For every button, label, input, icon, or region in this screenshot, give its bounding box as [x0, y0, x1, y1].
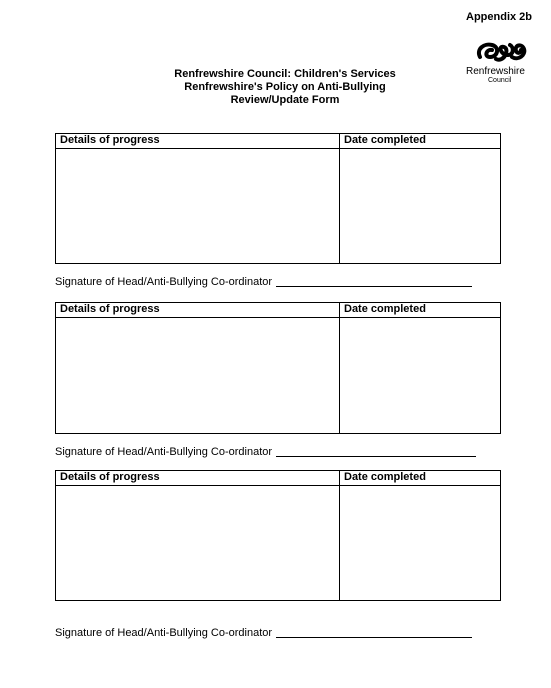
table-body: [56, 486, 500, 600]
progress-table-2: [55, 302, 501, 434]
logo-sub: Council: [488, 77, 512, 84]
signature-label: Signature of Head/Anti-Bullying Co-ordinator: [55, 446, 273, 458]
signature-row-2: [55, 446, 476, 458]
council-logo: [466, 39, 526, 85]
signature-row-3: [55, 627, 472, 639]
form-title: [140, 68, 430, 107]
date-field[interactable]: [340, 149, 500, 263]
title-line-3: Review/Update Form: [230, 94, 340, 106]
title-line-2: Renfrewshire's Policy on Anti-Bullying: [184, 81, 386, 93]
table-header: [56, 471, 500, 486]
signature-label: Signature of Head/Anti-Bullying Co-ordinator: [55, 627, 273, 639]
details-field[interactable]: [56, 318, 340, 433]
details-field[interactable]: [56, 486, 340, 600]
signature-line[interactable]: [276, 455, 476, 457]
signature-line[interactable]: [276, 636, 472, 638]
title-line-1: Renfrewshire Council: Children's Services: [174, 68, 396, 80]
table-header: [56, 303, 500, 318]
appendix-label: Appendix 2b: [466, 11, 533, 23]
table-body: [56, 149, 500, 263]
signature-line[interactable]: [276, 285, 472, 287]
date-header: Date completed: [344, 471, 426, 483]
date-field[interactable]: [340, 486, 500, 600]
date-field[interactable]: [340, 318, 500, 433]
details-header: Details of progress: [56, 303, 340, 317]
signature-row-1: [55, 276, 472, 288]
date-header: Date completed: [344, 134, 426, 146]
council-logo-icon: [474, 39, 530, 65]
progress-table-3: [55, 470, 501, 601]
details-field[interactable]: [56, 149, 340, 263]
table-header: [56, 134, 500, 149]
progress-table-1: [55, 133, 501, 264]
date-header: Date completed: [344, 303, 426, 315]
logo-name: Renfrewshire: [466, 66, 525, 77]
signature-label: Signature of Head/Anti-Bullying Co-ordinator: [55, 276, 273, 288]
details-header: Details of progress: [56, 134, 340, 148]
details-header: Details of progress: [56, 471, 340, 485]
table-body: [56, 318, 500, 433]
